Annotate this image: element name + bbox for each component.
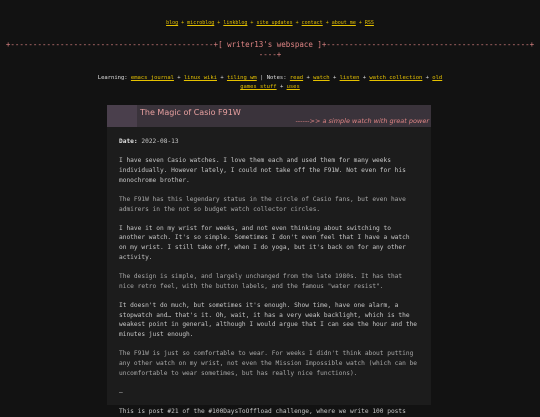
- notes-label: Notes:: [266, 75, 287, 81]
- learning-divider: |: [260, 75, 264, 81]
- notes-separator: +: [306, 75, 310, 81]
- article-paragraph: I have it on my wrist for weeks, and not even thinking about switching to another watch. It's so simple. Sometimes I don't even feel that I have a watch on my wrist. I still take off, when I do yoga, but it's back on for any other activity.: [119, 224, 410, 261]
- notes-uses-link[interactable]: uses: [286, 84, 300, 90]
- notes-watch-link[interactable]: watch: [313, 75, 330, 81]
- article-paragraph: I have seven Casio watches. I love them each and used them for many weeks individually. However lately, I could not take off the F91W. Not even for his monochrome brother.: [119, 157, 406, 184]
- nav-separator: +: [358, 20, 362, 26]
- nav-microblog-link[interactable]: microblog: [187, 20, 215, 26]
- nav-about-me-link[interactable]: about me: [331, 20, 356, 26]
- nav-rss-link[interactable]: RSS: [364, 20, 374, 26]
- learning-linux-wiki-link[interactable]: linux wiki: [183, 75, 217, 81]
- nav-separator: +: [295, 20, 299, 26]
- article-separator: —: [119, 388, 123, 396]
- notes-separator: +: [332, 75, 337, 81]
- nav-separator: +: [325, 20, 329, 26]
- banner-line-1: +---------------------------------------------+[ writer13's webspace ]+---------------------------------------------+: [5, 40, 535, 49]
- nav-linkblog-link[interactable]: linkblog: [223, 20, 248, 26]
- notes-separator: +: [362, 75, 367, 81]
- notes-separator: +: [279, 84, 284, 90]
- nav-site-updates-link[interactable]: site updates: [256, 20, 293, 26]
- article-paragraph: The F91W has this legendary status in the circle of Casio fans, but even have admirers in the not so budget watch collector circles.: [119, 195, 406, 213]
- article-paragraph: The design is simple, and largely unchanged from the late 1980s. It has that nice retro feel, with the button labels, and the famous "water resist".: [119, 273, 403, 290]
- title-accent-block: [107, 105, 137, 127]
- site-banner: [0, 40, 540, 60]
- article-paragraph: It doesn't do much, but sometimes it's enough. Show time, have one alarm, a stopwatch and… that's it. Oh, wait, it has a very weak backlight, which is the weakest point in general, although I would argue that I can see the hour and the minutes just enough.: [119, 301, 418, 339]
- notes-separator: +: [425, 75, 429, 81]
- nav-separator: +: [181, 20, 185, 26]
- learning-emacs-journal-link[interactable]: emacs journal: [130, 75, 174, 81]
- learning-label: Learning:: [97, 75, 128, 81]
- article-date: [119, 137, 419, 147]
- date-value: 2022-08-13: [141, 138, 179, 145]
- article-title-bar: [107, 105, 431, 127]
- notes-read-link[interactable]: read: [289, 75, 304, 81]
- nav-contact-link[interactable]: contact: [301, 20, 323, 26]
- banner-line-2: ----+: [258, 50, 282, 59]
- learning-separator: +: [220, 75, 224, 81]
- nav-separator: +: [217, 20, 221, 26]
- notes-watch-collection-link[interactable]: watch collection: [369, 75, 423, 81]
- notes-old-games-link[interactable]: old games stuff: [240, 75, 443, 90]
- learning-separator: +: [177, 75, 181, 81]
- learning-notes-nav: [96, 74, 444, 92]
- article-subtitle: ------>> a simple watch with great power: [295, 117, 429, 125]
- date-label: Date:: [119, 138, 138, 145]
- learning-tiling-wm-link[interactable]: tiling wm: [226, 75, 257, 81]
- notes-listen-link[interactable]: listen: [339, 75, 360, 81]
- article-title: The Magic of Casio F91W: [140, 108, 241, 117]
- nav-blog-link[interactable]: blog: [166, 20, 179, 26]
- article-paragraph: This is post #21 of the #100DaysToOffload challenge, where we write 100 posts: [119, 408, 406, 416]
- article-content: [107, 127, 431, 417]
- article-paragraph: The F91W is just so comfortable to wear. For weeks I didn't think about putting any other watch on my wrist, not even the Mission Impossible watch (which can be uncomfortable to wear sometimes, but has really nice functions).: [119, 350, 418, 377]
- article: [107, 105, 431, 416]
- top-navigation: [0, 0, 540, 27]
- nav-separator: +: [250, 20, 254, 26]
